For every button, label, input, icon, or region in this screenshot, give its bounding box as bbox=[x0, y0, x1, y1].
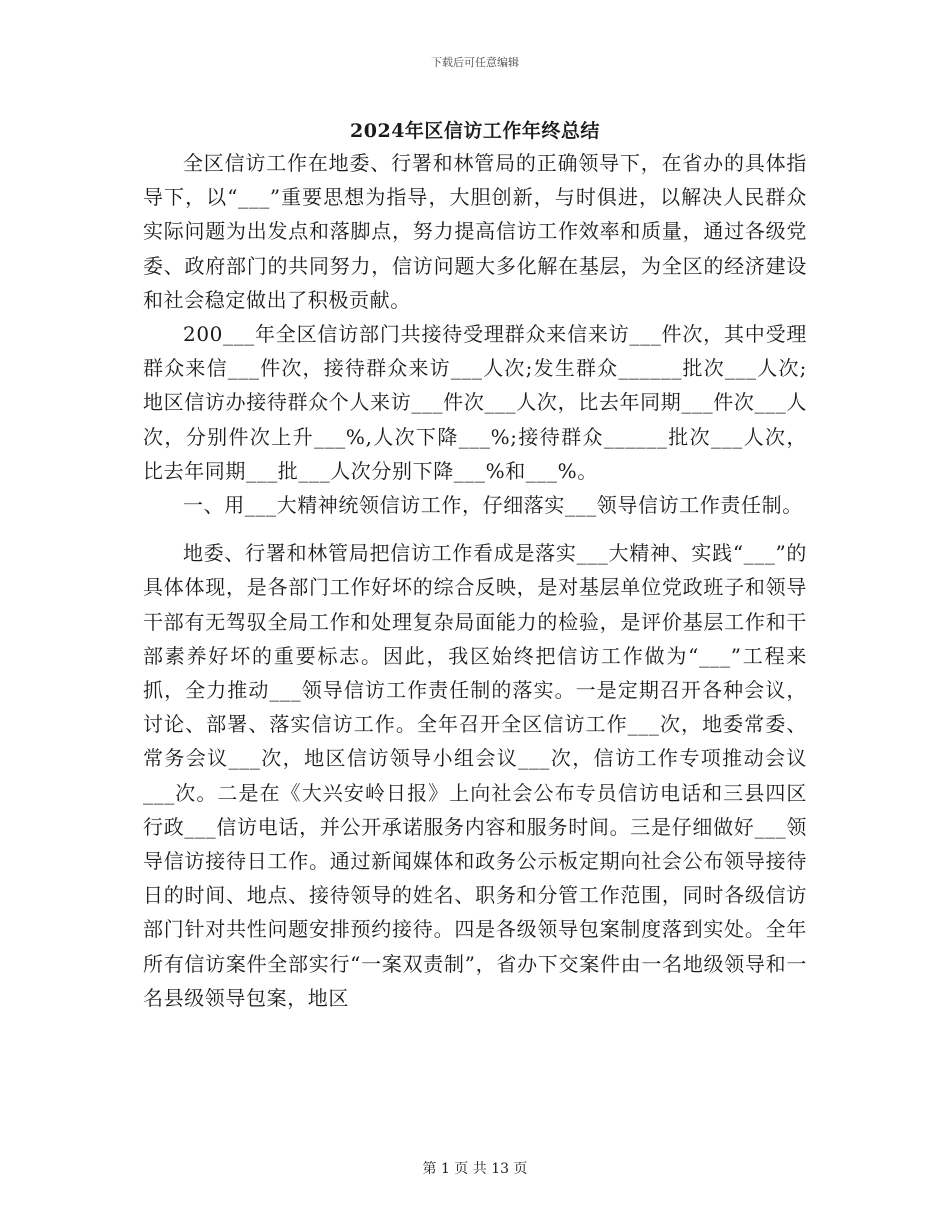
document-body bbox=[143, 146, 807, 1015]
section-heading-1: 一、用___大精神统领信访工作，仔细落实___领导信访工作责任制。 bbox=[183, 493, 803, 518]
paragraph-intro: 全区信访工作在地委、行署和林管局的正确领导下，在省办的具体指导下，以“___”重要思想为指导，大胆创新，与时俱进，以解决人民群众实际问题为出发点和落脚点，努力提高信访工作效率和质量，通过各级党委、政府部门的共同努力，信访问题大多化解在基层，为全区的经济建设和社会稳定做出了积极贡献。 bbox=[143, 151, 807, 312]
page-number: 第 1 页 共 13 页 bbox=[422, 1161, 528, 1177]
paragraph-section-1: 地委、行署和林管局把信访工作看成是落实___大精神、实践“___”的具体体现，是各部门工作好坏的综合反映，是对基层单位党政班子和领导干部有无驾驭全局工作和处理复杂局面能力的检验，是评价基层工作和干部素养好坏的重要标志。因此，我区始终把信访工作做为“___”工程来抓，全力推动___领导信访工作责任制的落实。一是定期召开各种会议，讨论、部署、落实信访工作。全年召开全区信访工作___次，地委常委、常务会议___次，地区信访领导小组会议___次，信访工作专项推动会议___次。二是在《大兴安岭日报》上向社会公布专员信访电话和三县四区行政___信访电话，并公开承诺服务内容和服务时间。三是仔细做好___领导信访接待日工作。通过新闻媒体和政务公示板定期向社会公布领导接待日的时间、地点、接待领导的姓名、职务和分管工作范围，同时各级信访部门针对共性问题安排预约接待。四是各级领导包案制度落到实处。全年所有信访案件全部实行“一案双责制”，省办下交案件由一名地级领导和一名县级领导包案，地区 bbox=[143, 541, 807, 1010]
header-note: 下载后可任意编辑 bbox=[431, 56, 519, 69]
document-title: 2024年区信访工作年终总结 bbox=[350, 120, 600, 142]
paragraph-statistics: 200___年全区信访部门共接待受理群众来信来访___件次，其中受理群众来信___件次，接待群众来访___人次;发生群众______批次___人次;地区信访办接待群众个人来访___件次___人次，比去年同期___件次___人次，分别件次上升___%,人次下降___%;接待群众______批次___人次，比去年同期___批___人次分别下降___%和___%。 bbox=[143, 322, 807, 483]
